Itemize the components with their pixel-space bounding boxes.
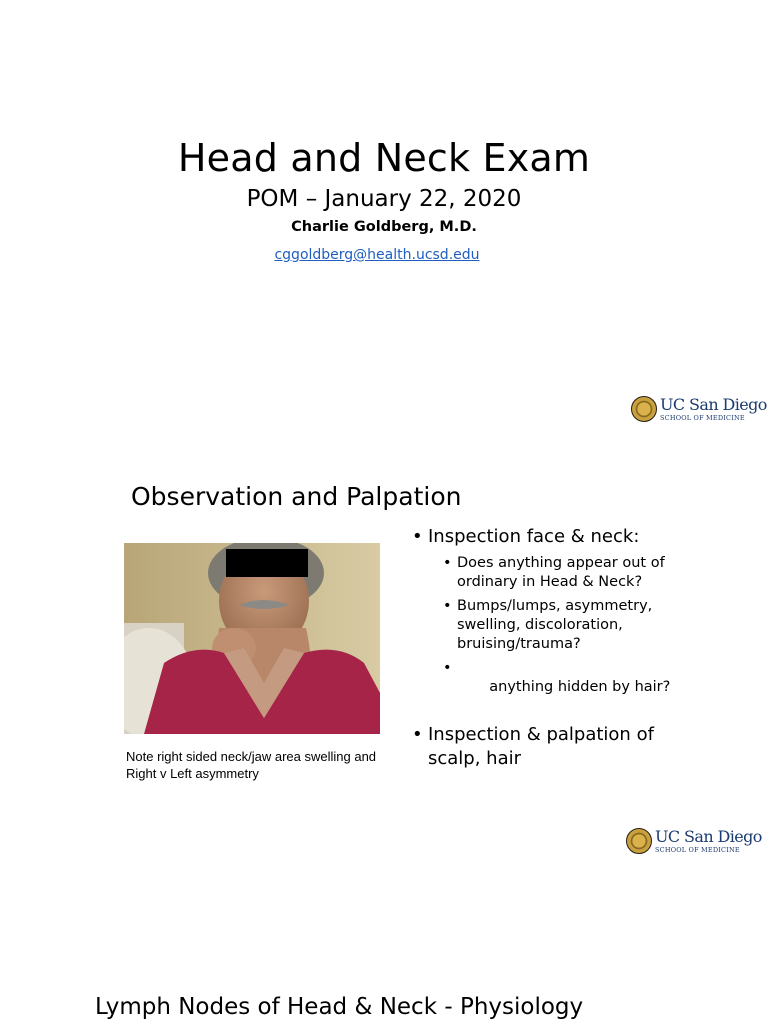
university-seal-icon: [626, 828, 652, 854]
logo-main-text: UC San Diego: [655, 826, 762, 846]
lymph-nodes-slide: [0, 938, 768, 1024]
author-email-link[interactable]: cggoldberg@health.ucsd.edu: [274, 247, 480, 263]
slide-title: Head and Neck Exam: [177, 136, 591, 180]
bullet-list: [412, 525, 712, 771]
slide-title: Observation and Palpation: [131, 482, 462, 511]
university-seal-icon: [631, 396, 657, 422]
sub-bullet-text: Bumps/lumps, asymmetry, swelling, discoloration, bruising/trauma?: [457, 598, 653, 652]
ucsd-logo: [626, 828, 762, 854]
logo-main-text: UC San Diego: [660, 394, 767, 414]
logo-sub-text: SCHOOL OF MEDICINE: [660, 413, 745, 422]
sub-bullet-text: anything hidden by hair?: [484, 679, 671, 695]
bullet-item: [412, 723, 712, 771]
bullet-text: Inspection & palpation of scalp, hair: [428, 724, 654, 769]
title-slide: [0, 0, 768, 448]
sub-bullet-item: [443, 554, 712, 592]
observation-slide: [0, 448, 768, 938]
patient-photo: [124, 543, 380, 734]
bullet-item: [412, 525, 712, 549]
slide-title: Lymph Nodes of Head & Neck - Physiology: [95, 994, 584, 1020]
slide-subtitle: POM – January 22, 2020: [246, 186, 522, 212]
redaction-bar: [226, 549, 308, 577]
sub-bullet-item: [443, 597, 712, 654]
bullet-text: Inspection face & neck:: [428, 526, 640, 547]
sub-bullet-item: [443, 659, 712, 716]
patient-photo-image: [124, 543, 380, 734]
photo-caption: Note right sided neck/jaw area swelling and Right v Left asymmetry: [126, 749, 377, 781]
logo-sub-text: SCHOOL OF MEDICINE: [655, 845, 740, 854]
author-name: Charlie Goldberg, M.D.: [291, 219, 477, 235]
ucsd-logo: [631, 396, 767, 422]
sub-bullet-text: Does anything appear out of ordinary in Head & Neck?: [457, 555, 665, 590]
